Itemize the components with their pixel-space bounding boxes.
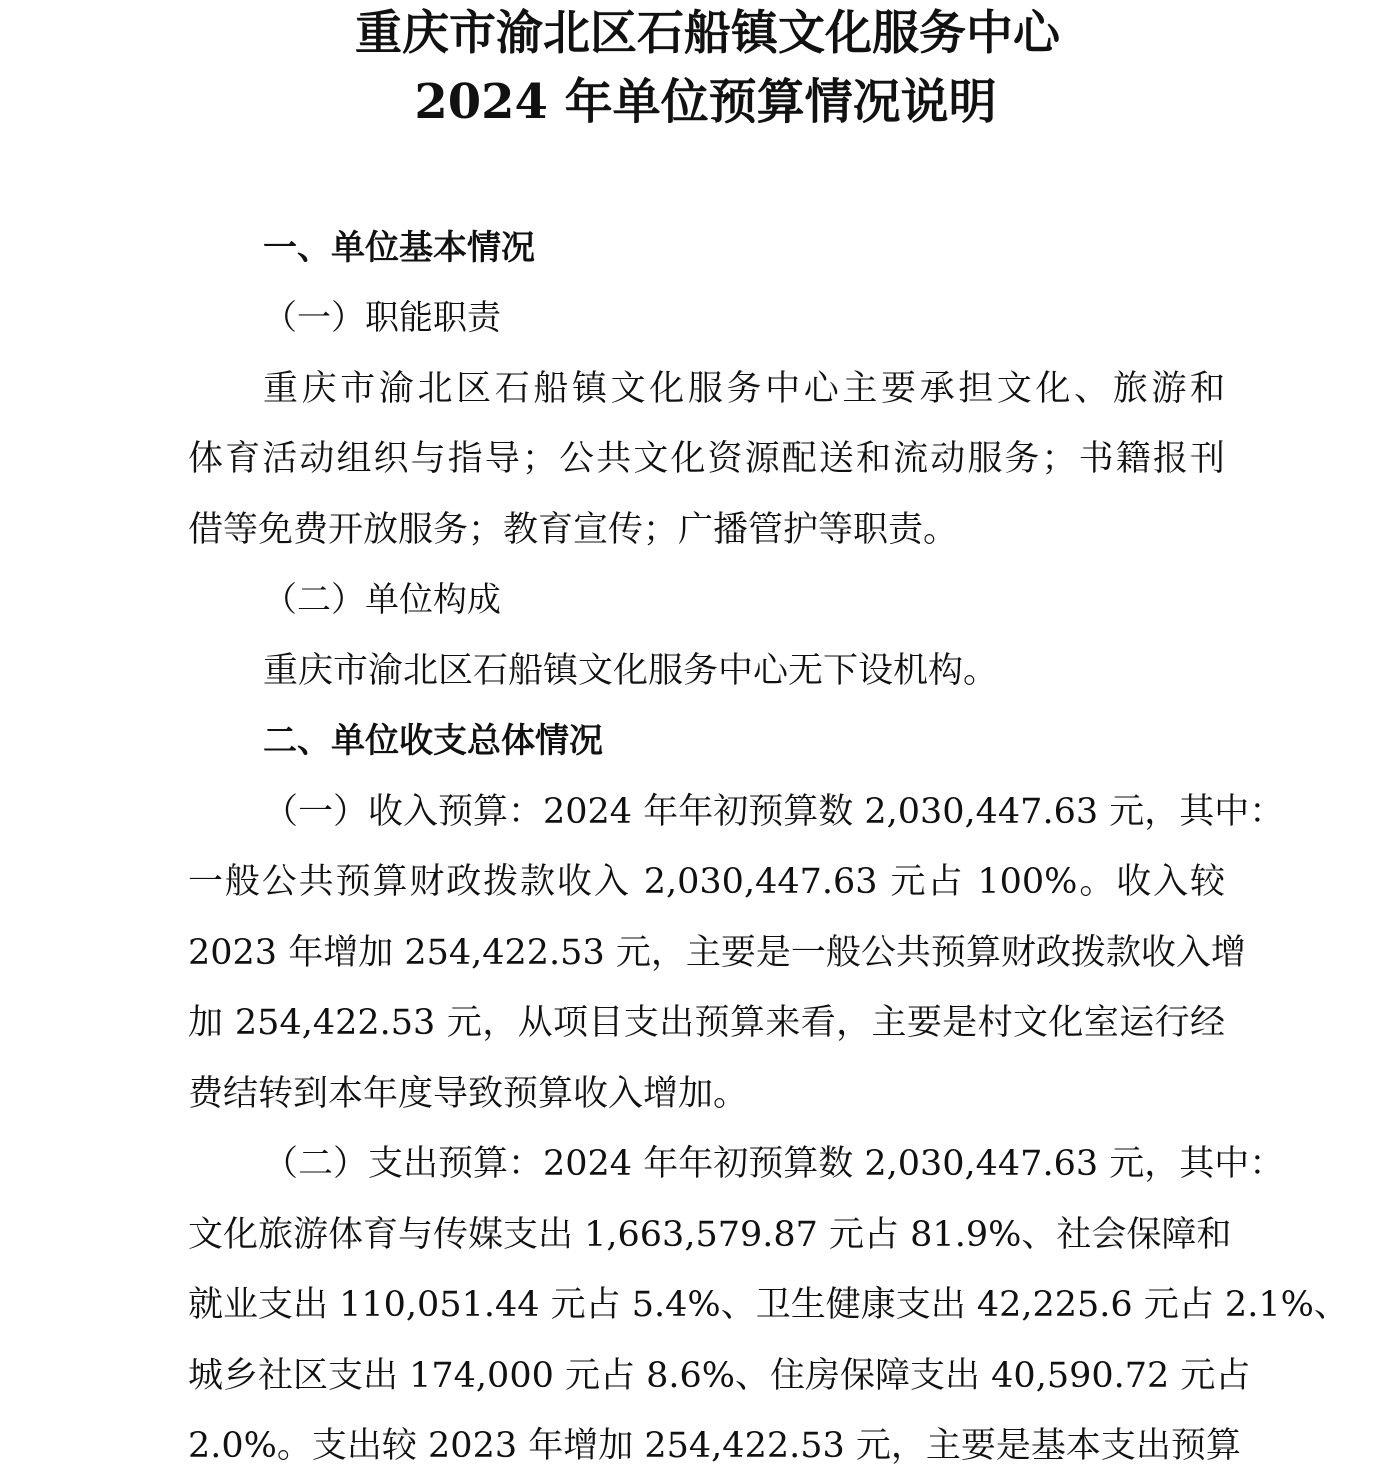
paragraph-expenditure-line-4: 城乡社区支出 174,000 元占 8.6%、住房保障支出 40,590.72 元占 bbox=[188, 1356, 1251, 1396]
subsection-heading-composition: （二）单位构成 bbox=[263, 580, 501, 620]
paragraph-functions-line-1: 重庆市渝北区石船镇文化服务中心主要承担文化、旅游和 bbox=[263, 369, 1225, 409]
section-heading-overall-budget: 二、单位收支总体情况 bbox=[263, 721, 603, 761]
paragraph-functions-line-2: 体育活动组织与指导；公共文化资源配送和流动服务；书籍报刊 bbox=[188, 439, 1225, 479]
document-title-line-2: 2024 年单位预算情况说明 bbox=[414, 74, 997, 130]
paragraph-income-line-4: 加 254,422.53 元，从项目支出预算来看，主要是村文化室运行经 bbox=[188, 1003, 1225, 1043]
paragraph-expenditure-line-2: 文化旅游体育与传媒支出 1,663,579.87 元占 81.9%、社会保障和 bbox=[188, 1215, 1232, 1255]
paragraph-expenditure-line-5: 2.0%。支出较 2023 年增加 254,422.53 元，主要是基本支出预算 bbox=[188, 1426, 1241, 1466]
paragraph-income-line-1: （一）收入预算：2024 年年初预算数 2,030,447.63 元，其中： bbox=[263, 792, 1285, 832]
paragraph-income-line-5: 费结转到本年度导致预算收入增加。 bbox=[188, 1074, 749, 1114]
subsection-heading-functions: （一）职能职责 bbox=[263, 298, 501, 338]
paragraph-income-line-2: 一般公共预算财政拨款收入 2,030,447.63 元占 100%。收入较 bbox=[188, 862, 1225, 902]
paragraph-composition: 重庆市渝北区石船镇文化服务中心无下设机构。 bbox=[263, 651, 999, 691]
paragraph-expenditure-line-3: 就业支出 110,051.44 元占 5.4%、卫生健康支出 42,225.6 元占 2.1%、 bbox=[188, 1285, 1349, 1325]
paragraph-income-line-3: 2023 年增加 254,422.53 元，主要是一般公共预算财政拨款收入增 bbox=[188, 933, 1246, 973]
paragraph-expenditure-line-1: （二）支出预算：2024 年年初预算数 2,030,447.63 元，其中： bbox=[263, 1144, 1285, 1184]
document-title-line-1: 重庆市渝北区石船镇文化服务中心 bbox=[355, 6, 1060, 61]
section-heading-basic-info: 一、单位基本情况 bbox=[263, 228, 535, 268]
paragraph-functions-line-3: 借等免费开放服务；教育宣传；广播管护等职责。 bbox=[188, 510, 959, 550]
